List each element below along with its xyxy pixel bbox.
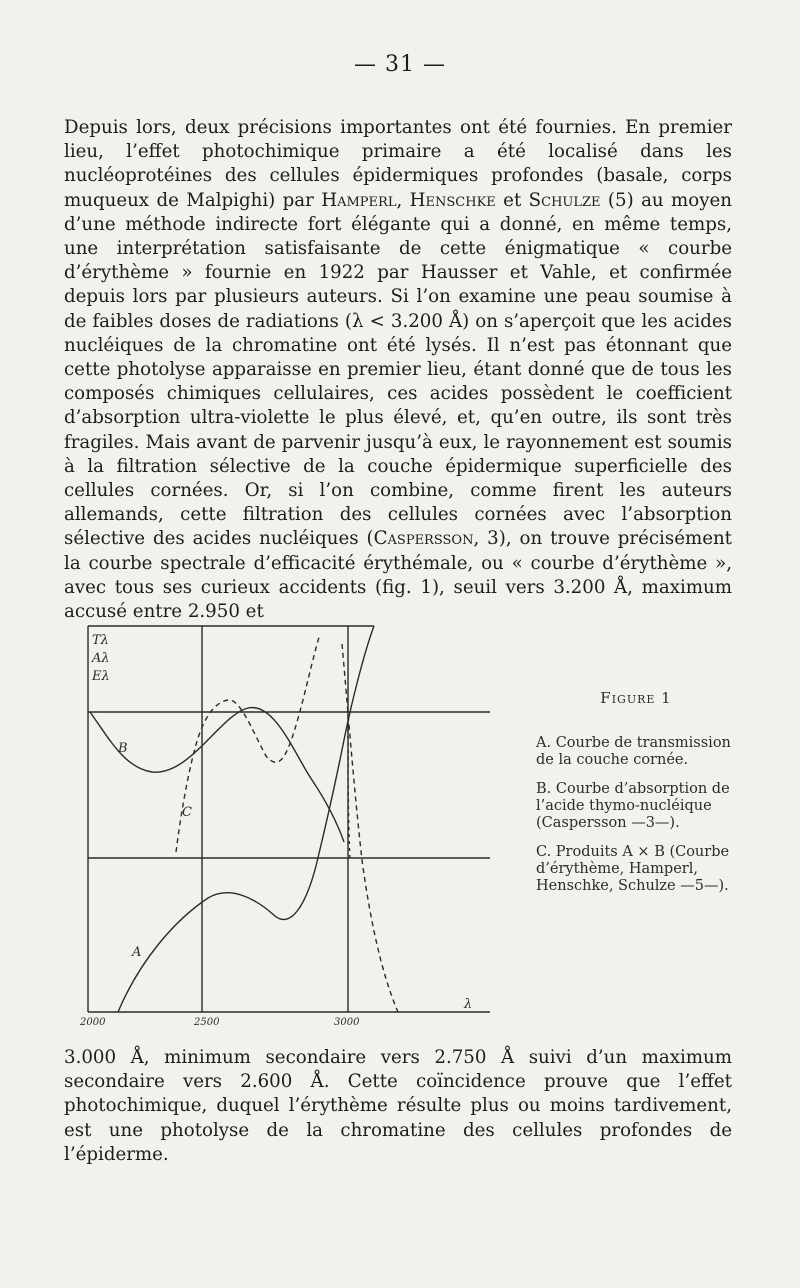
figure-1 [80, 620, 500, 1030]
paragraph-1-text-1: Depuis lors, deux précisions importantes ont été fournies. En premier lieu, l’effet photochimique primaire a été localisé dans les nucléoprotéines des cellules épidermiques profondes (basale, corps muqueux de Malpighi) par [64, 117, 732, 211]
paragraph-1-text-2: , [396, 189, 410, 211]
curve-a [118, 626, 374, 1012]
curve-b [90, 708, 344, 842]
paragraph-1 [64, 116, 732, 624]
curve-label-c: C [182, 805, 192, 820]
caption-title: Figure 1 [600, 689, 672, 707]
tick-label-3000: 3000 [334, 1017, 360, 1028]
curve-c-tail [342, 644, 398, 1012]
paragraph-1-text-4: (5) au moyen d’une méthode indirecte fort élégante qui a donné, en même temps, une interprétation satisfaisante de cette énigmatique « courbe d’érythème » fournie en 1922 par Hausser et Vahle, et confirmée depuis lors par plusieurs auteurs. Si l’on examine une peau soumise à de faibles doses de radiations (λ < 3.200 Å) on s’aperçoit que les acides nucléiques de la chromatine ont été lysés. Il n’est pas étonnant que cette photolyse apparaisse en premier lieu, étant donné que de tous les composés chimiques cellulaires, ces acides possèdent le coefficient d’absorption ultra-violette le plus élevé, et, qu’en outre, ils sont très fragiles. Mais avant de parvenir jusqu’à eux, le rayonnement est soumis à la filtration sélective de la couche épidermique superficielle des cellules cornées. Or, si l’on combine, comme firent les auteurs allemands, cette filtration des cellules cornées avec l’absorption sélective des acides nucléiques ( [64, 189, 732, 550]
author-hamperl: Hamperl [321, 189, 397, 211]
curve-label-b: B [118, 741, 128, 756]
figure-caption [536, 690, 736, 907]
caption-a: A. Courbe de transmission de la couche cornée. [536, 735, 731, 768]
page-number: — 31 — [354, 52, 446, 77]
author-henschke: Henschke [409, 189, 496, 211]
axis-label-lambda: λ [464, 997, 473, 1012]
figure-1-graph [80, 620, 500, 1030]
curve-c [176, 634, 320, 852]
axis-label-t: Tλ [92, 633, 109, 648]
curve-label-a: A [132, 945, 142, 960]
axis-label-e: Eλ [92, 669, 110, 684]
axis-label-a: Aλ [92, 651, 110, 666]
paragraph-1-text-3: et [495, 189, 529, 211]
paragraph-1-text-5: , 3), on trouve précisément la courbe spectrale d’efficacité érythémale, ou « courbe d’érythème », avec tous ses curieux accidents (fig. 1), seuil vers 3.200 Å, maximum accusé entre 2.950 et [64, 528, 732, 623]
caption-b: B. Courbe d’absorption de l’acide thymo-nucléique (Caspersson —3—). [536, 781, 730, 831]
author-caspersson: Caspersson [373, 528, 474, 550]
author-schulze: Schulze [528, 189, 601, 211]
caption-c: C. Produits A × B (Courbe d’érythème, Hamperl, Henschke, Schulze —5—). [536, 844, 730, 894]
paragraph-2: 3.000 Å, minimum secondaire vers 2.750 Å suivi d’un maximum secondaire vers 2.600 Å. Cette coïncidence prouve que l’effet photochimique, duquel l’érythème résulte plus ou moins tardivement, est une photolyse de la chromatine des cellules profondes de l’épiderme. [64, 1047, 732, 1165]
tick-label-2000: 2000 [80, 1017, 106, 1028]
tick-label-2500: 2500 [194, 1017, 220, 1028]
